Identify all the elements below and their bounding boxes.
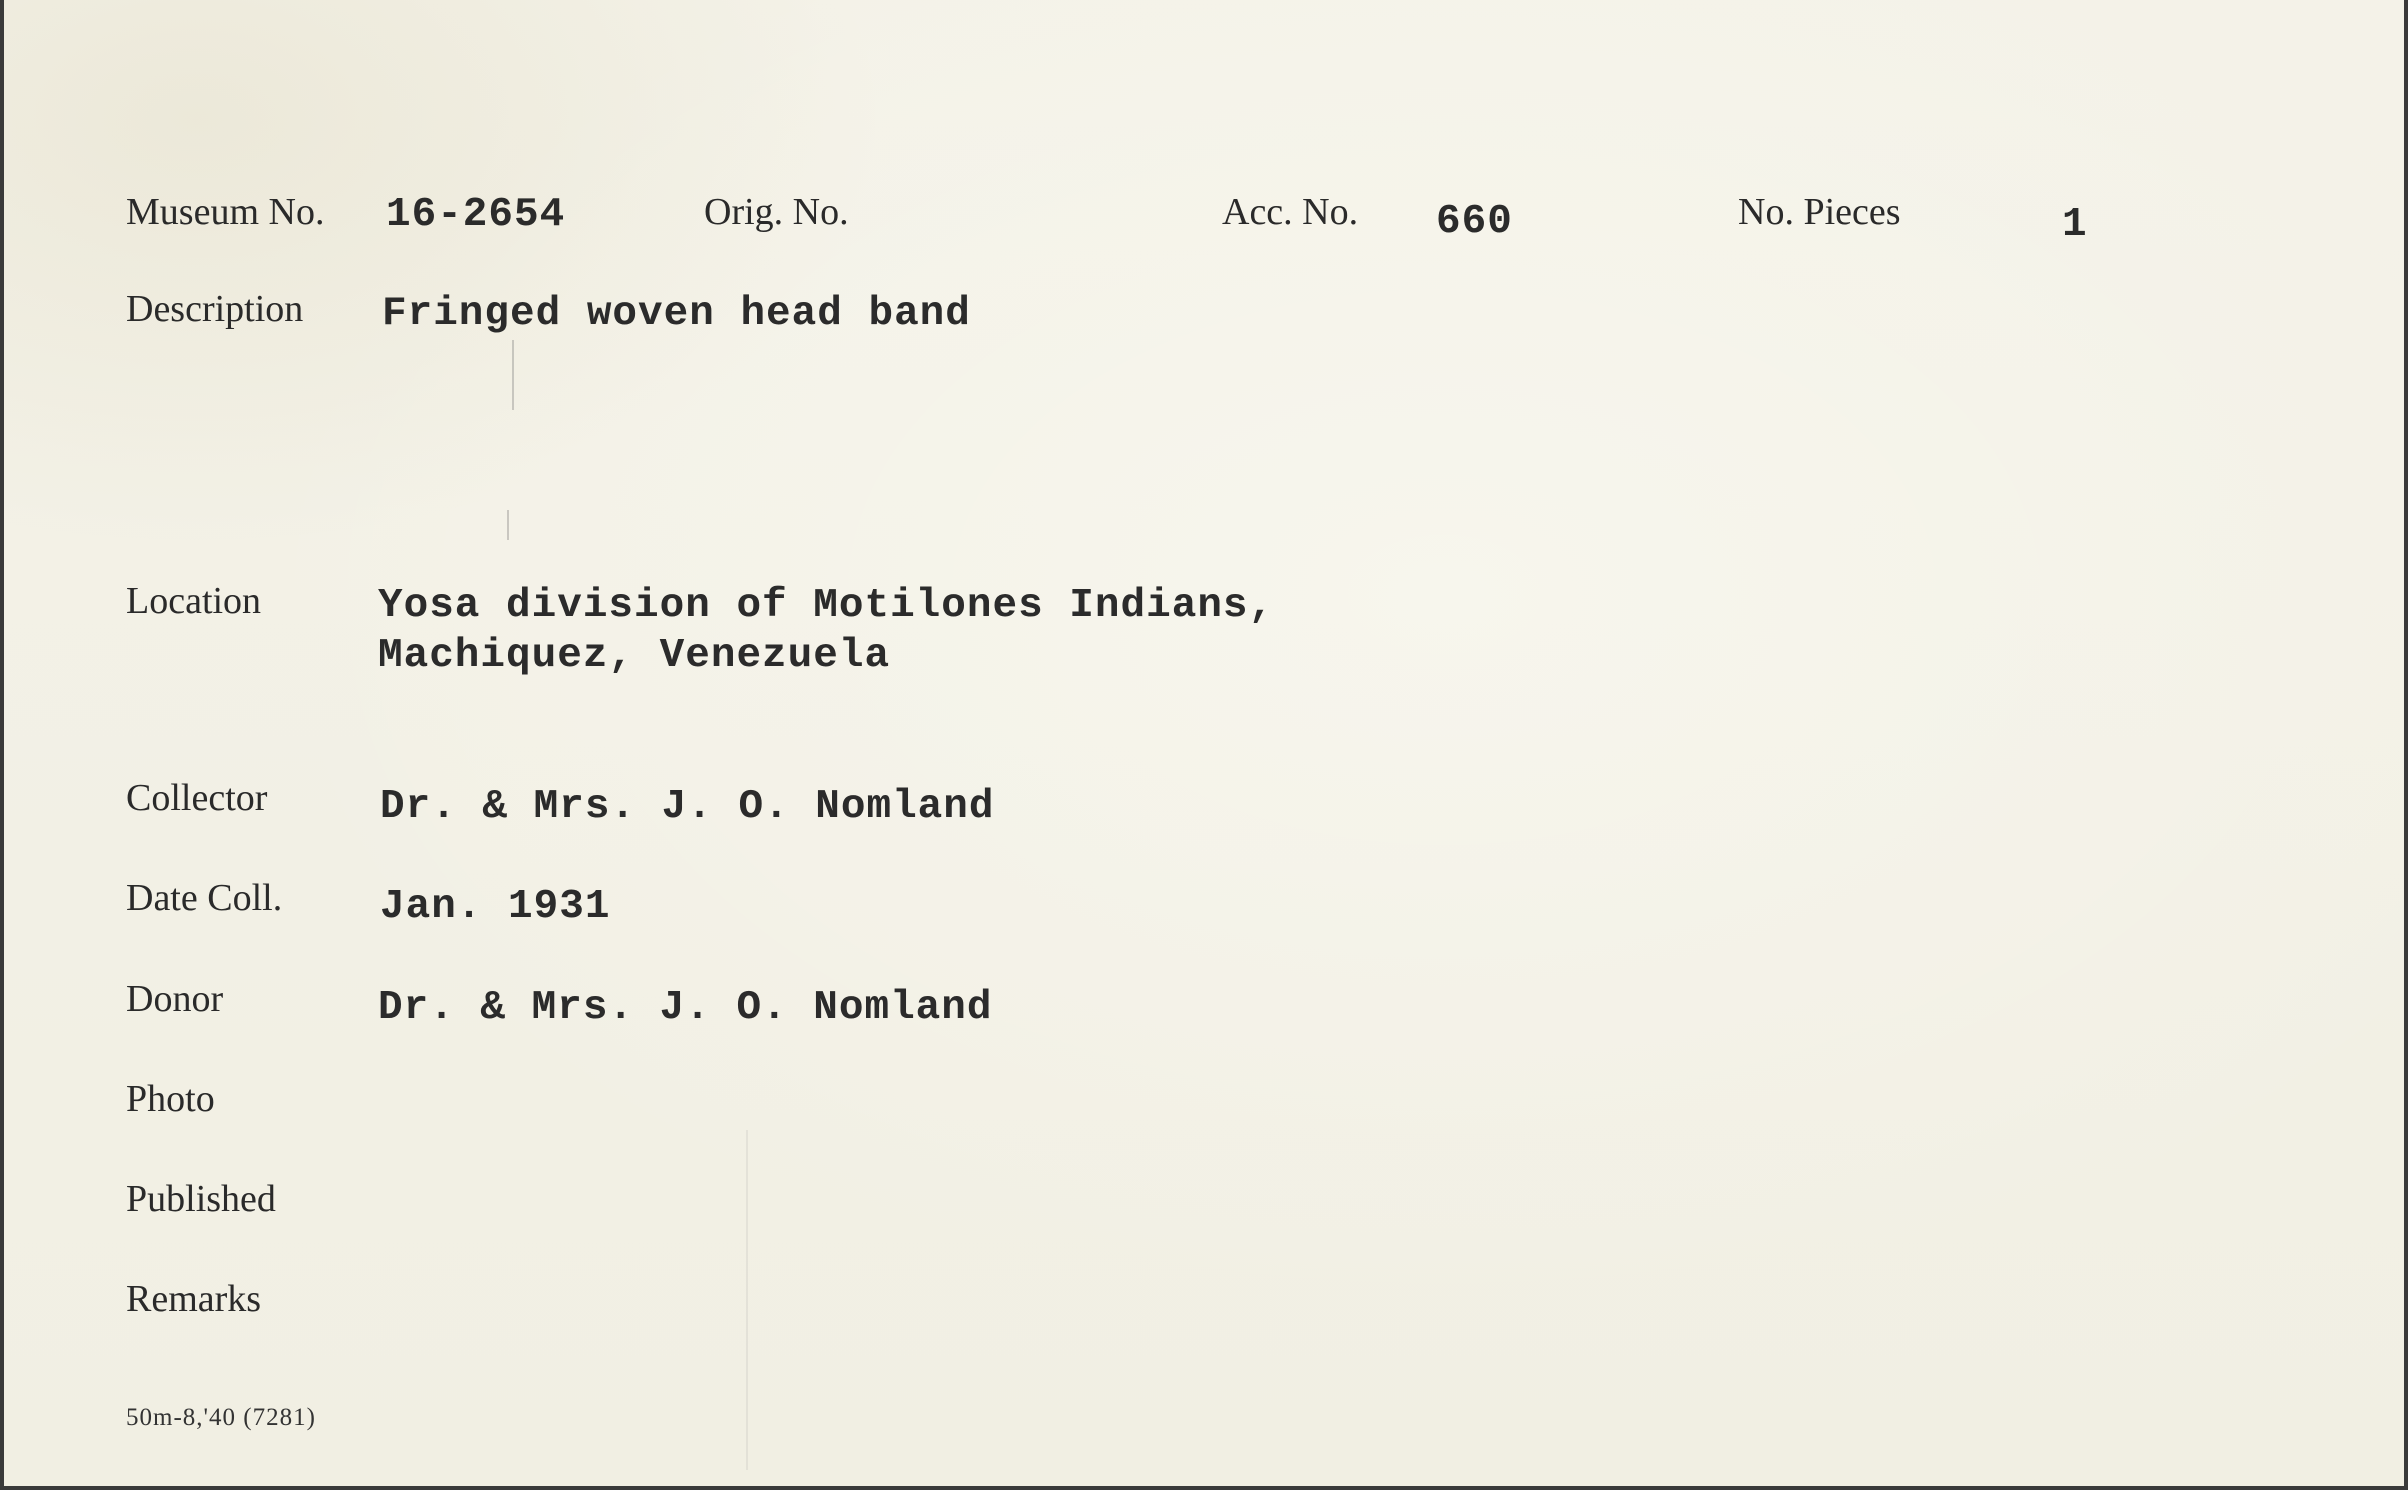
location-line-1: Yosa division of Motilones Indians,: [378, 583, 1275, 629]
acc-no-label: Acc. No.: [1222, 191, 1359, 233]
acc-no-value: 660: [1436, 199, 1513, 245]
museum-no-label: Museum No.: [126, 191, 325, 233]
museum-no-value: 16-2654: [386, 192, 566, 238]
location-label: Location: [126, 580, 262, 622]
pencil-mark: [507, 510, 509, 540]
pencil-mark: [512, 340, 514, 410]
collector-value: Dr. & Mrs. J. O. Nomland: [380, 784, 995, 830]
footer-print-code: 50m-8,'40 (7281): [126, 1404, 316, 1431]
pencil-mark: [746, 1130, 748, 1470]
no-pieces-value: 1: [2062, 202, 2088, 248]
date-coll-value: Jan. 1931: [380, 884, 611, 930]
remarks-label: Remarks: [126, 1278, 262, 1320]
description-label: Description: [126, 288, 304, 330]
orig-no-label: Orig. No.: [704, 191, 849, 233]
no-pieces-label: No. Pieces: [1738, 191, 1901, 233]
donor-value: Dr. & Mrs. J. O. Nomland: [378, 985, 993, 1031]
donor-label: Donor: [126, 978, 224, 1020]
collector-label: Collector: [126, 777, 268, 819]
photo-label: Photo: [126, 1078, 215, 1120]
location-line-2: Machiquez, Venezuela: [378, 633, 891, 679]
date-coll-label: Date Coll.: [126, 877, 283, 919]
published-label: Published: [126, 1178, 276, 1220]
catalog-card: [4, 0, 2404, 1486]
description-value: Fringed woven head band: [382, 291, 971, 337]
